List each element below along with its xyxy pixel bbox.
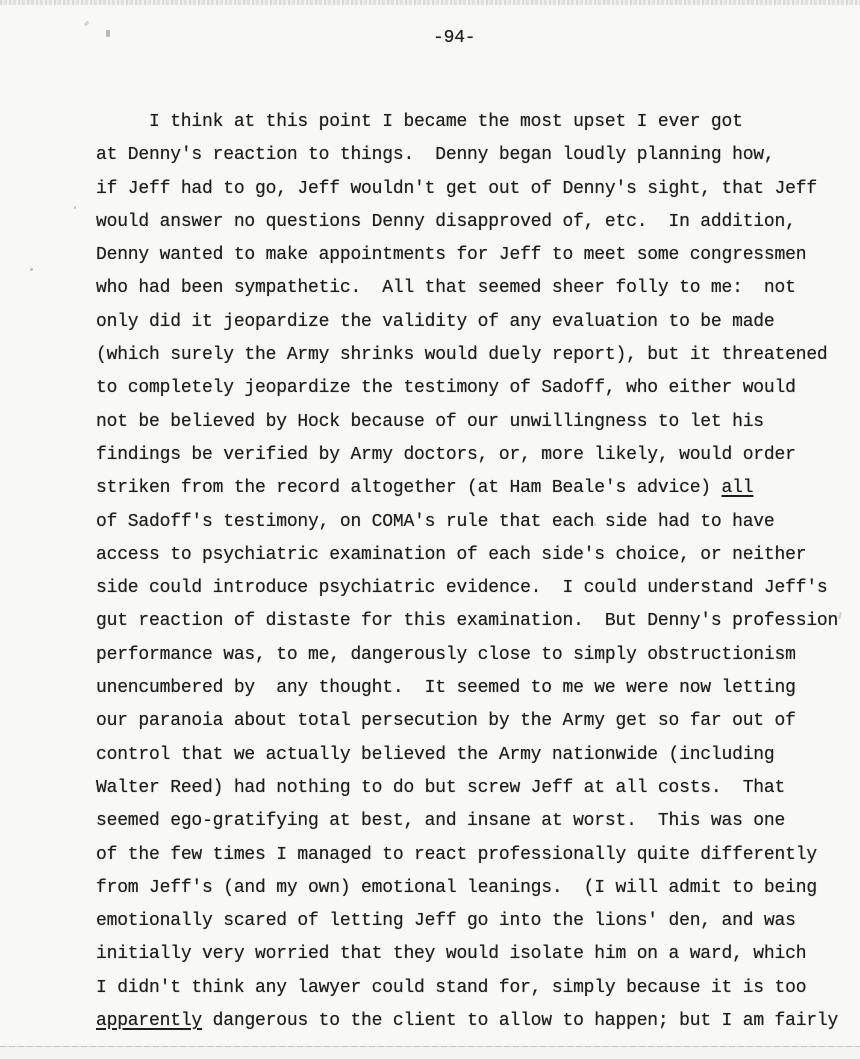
- text-run: our paranoia about total persecution by the Army get so far out of: [96, 711, 796, 732]
- paper-speck: [30, 268, 33, 271]
- text-line: [96, 173, 856, 206]
- text-run: (which surely the Army shrinks would duely report), but it threatened: [96, 345, 828, 366]
- text-run: from Jeff's (and my own) emotional leanings. (I will admit to being: [96, 877, 817, 898]
- text-line: [96, 572, 856, 605]
- text-run: side could introduce psychiatric evidence. I could understand Jeff's: [96, 578, 828, 599]
- paper-speck: [74, 206, 76, 209]
- paper-speck: [106, 30, 110, 37]
- text-run: of the few times I managed to react professionally quite differently: [96, 844, 817, 865]
- paper-speck: [84, 21, 90, 27]
- text-line: [96, 805, 856, 838]
- text-run: of Sadoff's testimony, on COMA's rule that each side had to have: [96, 511, 775, 532]
- text-run: Walter Reed) had nothing to do but screw Jeff at all costs. That: [96, 777, 786, 798]
- underlined-text: all: [721, 478, 754, 499]
- text-run: control that we actually believed the Army nationwide (including: [96, 744, 775, 765]
- text-run: access to psychiatric examination of each side's choice, or neither: [96, 544, 807, 565]
- page-number: -94-: [433, 28, 476, 48]
- text-run: who had been sympathetic. All that seemed sheer folly to me: not: [96, 278, 796, 299]
- text-run: performance was, to me, dangerously close to simply obstructionism: [96, 644, 796, 665]
- text-line: [96, 972, 856, 1005]
- text-line: [96, 139, 856, 172]
- text-line: [96, 905, 856, 938]
- text-run: unencumbered by any thought. It seemed to me we were now letting: [96, 678, 796, 699]
- text-run: I think at this point I became the most upset I ever got: [149, 112, 743, 132]
- text-line: [96, 672, 856, 705]
- scan-top-edge-artifact: [0, 0, 860, 5]
- text-run: only did it jeopardize the validity of any evaluation to be made: [96, 311, 775, 332]
- text-line: [96, 1005, 856, 1038]
- text-run: seemed ego-gratifying at best, and insane at worst. This was one: [96, 811, 786, 832]
- text-run: at Denny's reaction to things. Denny began loudly planning how,: [96, 145, 775, 166]
- text-line: [96, 472, 856, 505]
- text-run: I didn't think any lawyer could stand for, simply because it is too: [96, 977, 807, 998]
- text-line: [96, 372, 856, 405]
- text-line: [96, 772, 856, 805]
- text-run: Denny wanted to make appointments for Jeff to meet some congressmen: [96, 245, 807, 266]
- text-run: emotionally scared of letting Jeff go into the lions' den, and was: [96, 911, 796, 932]
- text-run: dangerous to the client to allow to happen; but I am fairly: [202, 1011, 839, 1032]
- text-line: [96, 339, 856, 372]
- text-line: [96, 206, 856, 239]
- text-line: [96, 938, 856, 971]
- text-run: initially very worried that they would isolate him on a ward, which: [96, 944, 807, 965]
- text-line: [96, 506, 856, 539]
- text-line: [96, 839, 856, 872]
- scan-bottom-strip: [0, 1047, 860, 1059]
- text-run: not be believed by Hock because of our unwillingness to let his: [96, 411, 764, 432]
- text-run: findings be verified by Army doctors, or, more likely, would order: [96, 444, 796, 465]
- typewritten-text: [96, 106, 856, 1038]
- text-line: [96, 872, 856, 905]
- text-line: [96, 239, 856, 272]
- underlined-text: apparently: [96, 1011, 203, 1032]
- text-run: to completely jeopardize the testimony of Sadoff, who either would: [96, 378, 796, 399]
- text-run: if Jeff had to go, Jeff wouldn't get out of Denny's sight, that Jeff: [96, 178, 817, 199]
- text-line: [96, 705, 856, 738]
- scan-bottom-line: [0, 1046, 860, 1047]
- text-line: [96, 106, 856, 139]
- text-line: [96, 605, 856, 638]
- text-run: gut reaction of distaste for this examination. But Denny's profession: [96, 611, 839, 632]
- text-line: [96, 406, 856, 439]
- text-line: [96, 439, 856, 472]
- text-line: [96, 539, 856, 572]
- text-line: [96, 739, 856, 772]
- text-run: striken from the record altogether (at Ham Beale's advice): [96, 478, 722, 499]
- text-line: [96, 306, 856, 339]
- text-line: [96, 639, 856, 672]
- text-run: would answer no questions Denny disapproved of, etc. In addition,: [96, 211, 796, 232]
- text-line: [96, 272, 856, 305]
